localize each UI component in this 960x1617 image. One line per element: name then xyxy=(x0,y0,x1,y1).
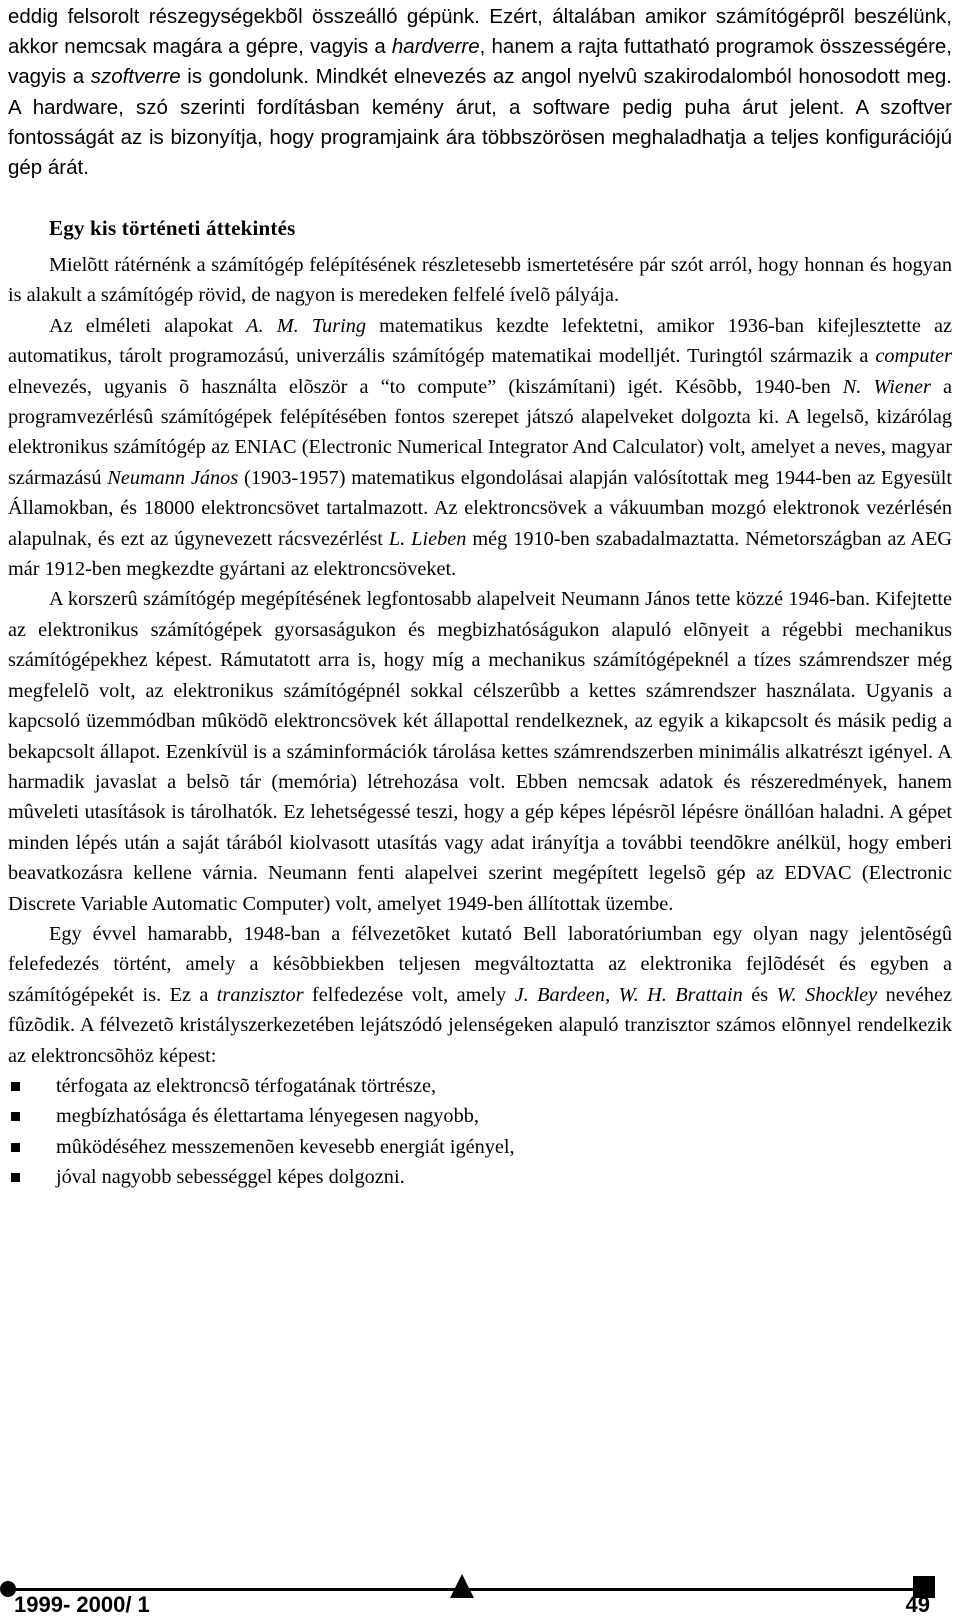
intro-text-part-1: eddig felsorolt részegységekbõl összeálló gépünk. Ezért, általában amikor számítógéprõl beszélünk, akkor nemcsak magára a gépre, vagyis a xyxy=(8,5,952,59)
intro-text-part-3: is gondolunk. Mindkét elnevezés az angol nyelvû szakirodalomból honosodott meg. A hardware, szó szerinti fordításban kemény árut, a software pedig puha árut jelent. A szoftver fontosságát az is bizonyítja, hogy programjaink ára többszörösen meghaladhatja a teljes konfigurációjú gép árát. xyxy=(8,65,952,180)
paragraph-4 xyxy=(8,919,952,1071)
intro-text-part-2: , hanem a rajta futtatható programok összességére, vagyis a xyxy=(8,35,952,89)
paragraph-1: Mielõtt rátérnénk a számítógép felépítésének részletesebb ismertetésére pár szót arról, hogy honnan és hogyan is alakult a számítógép rövid, de nagyon is meredeken felfelé ívelõ pályája. xyxy=(8,254,952,307)
square-bullet-icon xyxy=(11,1173,20,1182)
paragraph-4-part-b: felfedezése volt, amely xyxy=(303,983,515,1006)
list-item xyxy=(8,1132,952,1162)
name-lieben: L. Lieben xyxy=(388,527,467,550)
paragraph-2-part-d: a programvezérlésû számítógépek felépítésében fontos szerepet játszó alapelveket dolgozta ki. A legelsõ, kizárólag elektronikus számítógép az ENIAC (Electronic Numerical Integrator And Calculator) volt, amelyet a neves, magyar származású xyxy=(8,375,952,489)
paragraph-2-part-c: elnevezés, ugyanis õ használta elõször a “to compute” (kiszámítani) igét. Késõbb, 1940-ben xyxy=(8,375,843,398)
term-computer: computer xyxy=(875,345,952,368)
name-wiener: N. Wiener xyxy=(842,375,931,398)
paragraph-2-part-e: (1903-1957) matematikus elgondolásai alapján valósítottak meg 1944-ben az Egyesült Államokban, és 18000 elektroncsövet tartalmazott. Az elektroncsövek a vákuumban mozgó elektronok vezérlésén alapulnak, és ezt az úgynevezett rácsvezérlést xyxy=(8,466,953,550)
triangle-icon xyxy=(450,1574,474,1598)
list-item xyxy=(8,1101,952,1131)
issue-label: 1999- 2000/ 1 xyxy=(14,1592,150,1617)
name-bardeen: J. Bardeen xyxy=(514,983,606,1006)
paragraph-4-part-a: Egy évvel hamarabb, 1948-ban a félvezetõket kutató Bell laboratóriumban egy olyan nagy jelentõségû felefedezés történt, amely a késõbbiekben teljesen megváltoztatta az elektronika fejlõdését és egyben a számítógépekét is. Ez a xyxy=(8,922,952,1006)
intro-paragraph xyxy=(8,2,952,183)
page-number: 49 xyxy=(905,1592,930,1617)
list-item-text: mûködéséhez messzemenõen kevesebb energiát igényel, xyxy=(56,1135,515,1158)
name-brattain: W. H. Brattain xyxy=(618,983,743,1006)
term-tranzisztor: tranzisztor xyxy=(216,983,304,1006)
paragraph-2-part-f: még 1910-ben szabadalmaztatta. Németországban az AEG már 1912-ben megkezdte gyártani az elektroncsöveket. xyxy=(8,527,953,581)
paragraph-4-part-d: és xyxy=(742,983,777,1006)
name-shockley: W. Shockley xyxy=(776,983,878,1006)
paragraph-2-part-b: matematikus kezdte lefektetni, amikor 1936-ban kifejlesztette az automatikus, tárolt programozású, univerzális számítógép matematikai modelljét. Turingtól származik a xyxy=(8,314,952,368)
list-item xyxy=(8,1071,952,1101)
paragraph-4-part-e: nevéhez fûzõdik. A félvezetõ kristályszerkezetében lejátszódó jelenségeken alapuló tranzisztor számos elõnnyel rendelkezik az elektroncsõhöz képest: xyxy=(8,983,952,1067)
advantages-list xyxy=(8,1071,952,1193)
name-turing: A. M. Turing xyxy=(246,314,367,337)
term-szoftver: szoftverre xyxy=(90,65,181,89)
page xyxy=(8,0,952,1616)
list-item-text: térfogata az elektroncsõ térfogatának törtrésze, xyxy=(56,1074,437,1097)
list-item xyxy=(8,1162,952,1192)
square-bullet-icon xyxy=(11,1082,20,1091)
name-neumann: Neumann János xyxy=(107,466,239,489)
square-bullet-icon xyxy=(11,1143,20,1152)
article-body xyxy=(8,250,952,1193)
paragraph-2 xyxy=(8,311,952,585)
list-item-text: jóval nagyobb sebességgel képes dolgozni. xyxy=(56,1166,405,1189)
term-hardver: hardverre xyxy=(391,35,480,59)
list-item-text: megbízhatósága és élettartama lényegesen nagyobb, xyxy=(56,1105,479,1128)
paragraph-2-part-a: Az elméleti alapokat xyxy=(49,314,247,337)
paragraph-4-part-c: , xyxy=(605,983,619,1006)
paragraph-3: A korszerû számítógép megépítésének legfontosabb alapelveit Neumann János tette közzé 1946-ban. Kifejtette az elektronikus számítógépek gyorsaságukon és megbizhatóságukon alapuló elõnyeit a régebbi mechanikus számítógépekhez képest. Rámutatott arra is, hogy míg a mechanikus számítógépeknél a tízes számrendszer még megfelelõ volt, az elektronikus számítógépnél sokkal célszerûbb a kettes számrendszer használata. Ugyanis a kapcsoló üzemmódban mûködõ elektroncsövek két állapottal rendelkeznek, az egyik a kikapcsolt és másik pedig a bekapcsolt állapot. Ezenkívül is a száminformációk tárolása kettes számrendszerben minimális alkatrészt igényel. A harmadik javaslat a belsõ tár (memória) létrehozása volt. Ebben nemcsak adatok és részeredmények, hanem mûveleti utasítások is tárolhatók. Ez lehetségessé teszi, hogy a gép képes lépésrõl lépésre önállóan haladni. A gépet minden lépés után a saját tárából kiolvasott utasítás vagy adat irányítja a további teendõkre anélkül, hogy emberi beavatkozásra kellene várnia. Neumann fenti alapelvei szerint megépített legelsõ gép az EDVAC (Electronic Discrete Variable Automatic Computer) volt, amelyet 1949-ben állítottak üzembe. xyxy=(8,588,952,915)
intro-text xyxy=(8,2,952,183)
square-bullet-icon xyxy=(11,1112,20,1121)
page-footer xyxy=(0,1530,960,1616)
section-heading: Egy kis történeti áttekintés xyxy=(49,216,296,240)
